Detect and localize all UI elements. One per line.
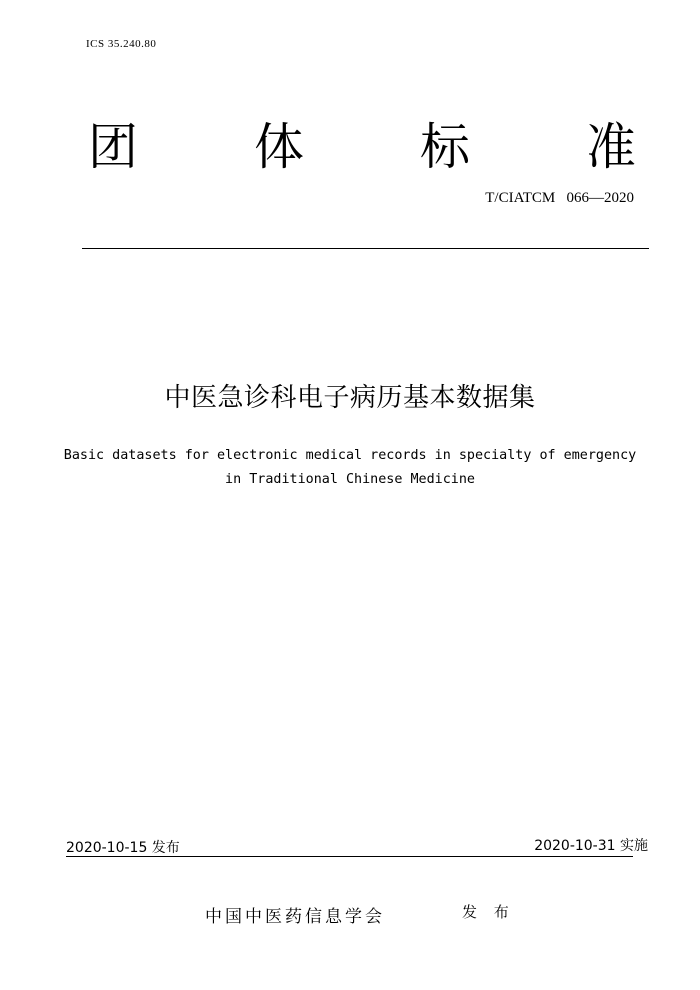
publisher-name: 中国中医药信息学会: [205, 907, 385, 927]
standard-type-heading: [82, 112, 638, 182]
implementation-date: 2020-10-31 实施: [534, 838, 648, 854]
document-title-english: [0, 444, 700, 492]
document-title-chinese: 中医急诊科电子病历基本数据集: [164, 383, 536, 413]
standard-type-char: 标: [420, 118, 470, 176]
header-divider: [82, 248, 649, 249]
standard-type-char: 准: [586, 118, 636, 176]
ics-number: ICS 35.240.80: [86, 38, 157, 50]
release-label: 发 布: [462, 903, 515, 921]
english-title-line-2: in Traditional Chinese Medicine: [225, 472, 475, 487]
standard-type-char: 团: [88, 118, 138, 176]
standard-code: T/CIATCM 066—2020: [485, 190, 634, 206]
issue-date: 2020-10-15 发布: [66, 840, 180, 856]
footer-divider: [66, 856, 633, 857]
english-title-line-1: Basic datasets for electronic medical records in specialty of emergency: [63, 448, 637, 463]
standard-type-char: 体: [254, 118, 304, 176]
